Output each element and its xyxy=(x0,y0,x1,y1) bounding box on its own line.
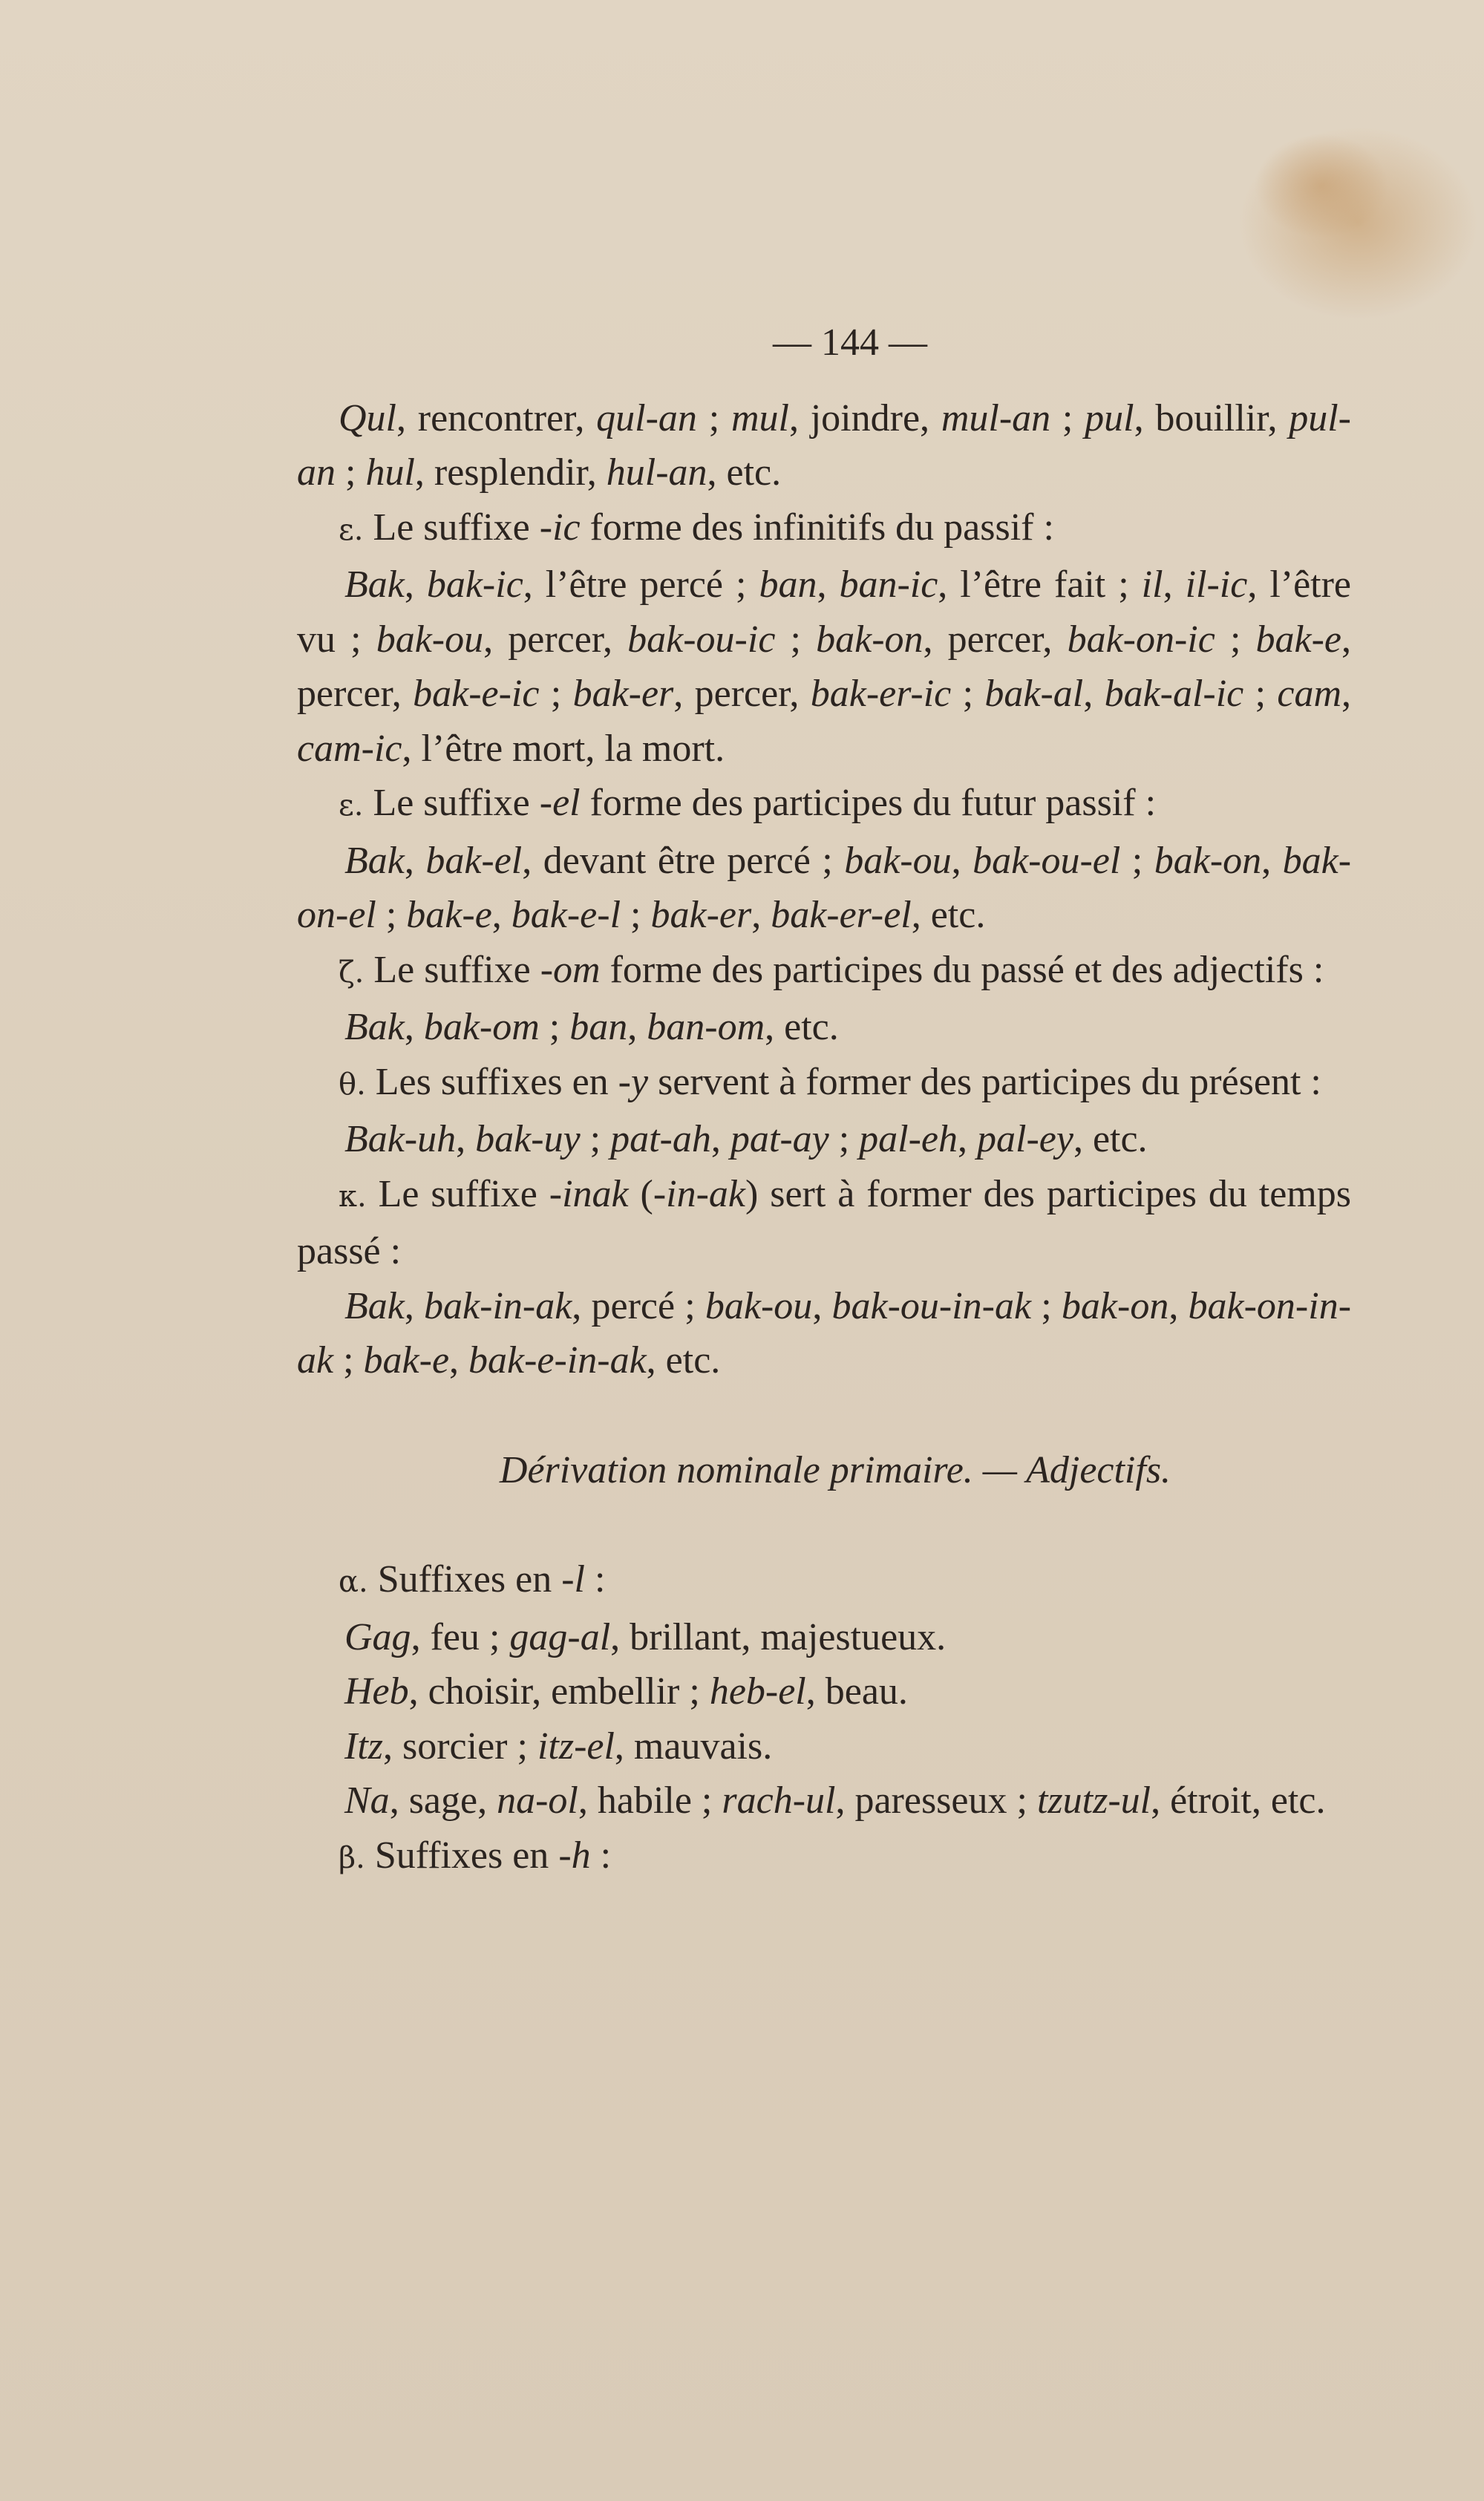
text: Suffixes en xyxy=(367,1558,562,1601)
text: , habile ; xyxy=(578,1779,722,1822)
text: , brillant, majestueux. xyxy=(610,1615,947,1658)
word-italic: itz-el xyxy=(537,1724,615,1768)
word-italic: bak-on-in-ak xyxy=(297,1284,1352,1382)
text: ; xyxy=(696,396,731,439)
text: du temps passé : xyxy=(297,1172,1351,1272)
text: , xyxy=(1134,396,1144,439)
text: Le suffixe xyxy=(366,1172,549,1215)
word-italic: Itz xyxy=(344,1724,383,1768)
greek-marker: ζ. xyxy=(339,955,365,990)
greek-marker: ε. xyxy=(339,512,364,547)
word-italic: ban xyxy=(759,563,817,606)
text: ; xyxy=(539,673,573,715)
word-italic: -h xyxy=(558,1834,591,1877)
text: , etc. xyxy=(707,451,782,494)
text: servent à former des participes du xyxy=(648,1060,1180,1103)
text: adjectifs : xyxy=(1172,948,1324,991)
word-italic: pal-ey xyxy=(977,1118,1073,1160)
word-italic: bak-ou xyxy=(376,618,484,661)
section-title: Dérivation nominale primaire. — Adjectifs. xyxy=(499,1448,1171,1491)
word-italic: bak-e-l xyxy=(511,894,621,936)
paragraph-suffix-ic xyxy=(297,500,1351,558)
text: présent : xyxy=(1189,1060,1321,1103)
word-italic: bak-uy xyxy=(475,1118,581,1160)
word-italic: bak-on xyxy=(1061,1284,1169,1327)
word-italic: bak-e-in-ak xyxy=(468,1339,647,1382)
word-italic: pat-ay xyxy=(730,1118,829,1160)
word-italic: bak-ou-ic xyxy=(627,618,776,661)
word-italic: bak-ic xyxy=(426,563,523,606)
text: , xyxy=(404,1006,424,1048)
text: : xyxy=(584,1558,606,1601)
text: ; xyxy=(621,894,651,936)
word-italic: bak-ou xyxy=(844,839,952,882)
word-italic: cam-ic xyxy=(297,727,402,770)
word-italic: qul-an xyxy=(596,396,697,439)
text: ; xyxy=(1243,673,1278,715)
text: , xyxy=(1083,673,1105,715)
text: Le suffixe xyxy=(363,782,540,824)
greek-marker: κ. xyxy=(339,1179,367,1214)
text: , xyxy=(627,1006,647,1048)
text: Suffixes en xyxy=(365,1834,559,1877)
text: , xyxy=(1151,1779,1161,1822)
paragraph-suffix-h xyxy=(297,1828,1351,1886)
text: , etc. xyxy=(911,894,986,936)
greek-marker: θ. xyxy=(339,1067,366,1102)
word-italic: ban xyxy=(569,1006,628,1048)
text: , l’être vu ; xyxy=(297,563,1352,661)
text: , l’être mort, la xyxy=(402,727,633,770)
page-number: — 144 — xyxy=(773,321,927,364)
text: ; xyxy=(951,673,985,715)
word-italic: bak-e xyxy=(363,1339,450,1382)
word-italic: bak-on xyxy=(1154,839,1262,882)
word-italic: bak-on xyxy=(816,618,924,661)
text: ; xyxy=(376,894,407,936)
text: , beau. xyxy=(805,1670,908,1713)
text: , xyxy=(817,563,840,606)
word-italic: pat-ah xyxy=(610,1118,711,1160)
text: , xyxy=(1163,563,1173,606)
word-italic: pal-eh xyxy=(859,1118,958,1160)
word-italic: Bak-uh xyxy=(344,1118,457,1160)
word-italic: Bak xyxy=(344,1284,405,1327)
text: , percer, xyxy=(297,618,1351,715)
word-italic: -in-ak xyxy=(653,1172,745,1215)
text: ; xyxy=(336,451,366,494)
word-italic: pul-an xyxy=(297,396,1351,494)
text: , xyxy=(951,839,973,882)
word-italic: -om xyxy=(540,948,601,991)
word-italic: bak-ou-el xyxy=(973,839,1121,882)
word-italic: bak-in-ak xyxy=(424,1284,572,1327)
word-italic: bak-er-el xyxy=(771,894,912,936)
word-italic: er-ic xyxy=(879,673,952,715)
text: , feu ; xyxy=(411,1615,510,1658)
word-italic: hul-an xyxy=(606,451,707,494)
example-na xyxy=(297,1773,1351,1828)
text: , xyxy=(751,894,771,936)
word-italic: mul xyxy=(730,396,789,439)
word-italic: -el xyxy=(539,782,581,824)
text: , xyxy=(812,1284,832,1327)
word-italic: heb-el xyxy=(709,1670,806,1713)
text: , l’être percé ; xyxy=(523,563,759,606)
greek-marker: α. xyxy=(339,1565,368,1599)
text: bouillir, xyxy=(1155,396,1289,439)
text: ; xyxy=(539,1006,570,1048)
text: , choisir, embellir ; xyxy=(408,1670,710,1713)
text: Les suffixes en xyxy=(365,1060,618,1103)
word-italic: ban-om xyxy=(647,1006,765,1048)
text: , xyxy=(449,1339,469,1382)
word-italic: -l xyxy=(561,1558,585,1601)
text: , mauvais. xyxy=(614,1724,773,1768)
word-italic: na-ol xyxy=(497,1779,578,1822)
text: ; xyxy=(1215,618,1256,661)
text: forme des participes du passé et des xyxy=(600,948,1163,991)
word-italic: bak-e-ic xyxy=(413,673,540,715)
text: , xyxy=(456,1118,476,1160)
examples-ic xyxy=(297,558,1351,776)
example-itz xyxy=(297,1719,1351,1774)
example-heb xyxy=(297,1664,1351,1719)
word-italic: bak-e xyxy=(406,894,492,936)
page-text xyxy=(297,316,1351,1886)
text: forme des infinitifs du passif : xyxy=(580,506,1054,549)
text: , xyxy=(404,839,426,882)
text: ; xyxy=(1031,1284,1062,1327)
greek-marker: β. xyxy=(339,1840,365,1875)
paragraph-suffix-y xyxy=(297,1055,1351,1113)
text: , xyxy=(710,1118,730,1160)
word-italic: Bak xyxy=(344,839,405,882)
text: , l’être fait ; xyxy=(938,563,1142,606)
text: , rencontrer, xyxy=(396,396,597,439)
word-italic: il xyxy=(1141,563,1163,606)
text: étroit, etc. xyxy=(1170,1779,1326,1822)
text: , xyxy=(1341,673,1351,715)
word-italic: Qul xyxy=(339,396,396,439)
word-italic: bak-ou xyxy=(705,1284,813,1327)
text: Le suffixe xyxy=(363,506,540,549)
word-italic: bak-er xyxy=(650,894,752,936)
text: forme des participes du futur passif : xyxy=(580,782,1157,824)
word-italic: -y xyxy=(618,1060,649,1103)
word-italic: ban-ic xyxy=(839,563,938,606)
word-italic: hul xyxy=(365,451,415,494)
word-italic: Na xyxy=(344,1779,390,1822)
text: , percé ; xyxy=(572,1284,705,1327)
word-italic: bak-om xyxy=(423,1006,540,1048)
paragraph-qul xyxy=(297,391,1351,500)
greek-marker: ε. xyxy=(339,788,364,823)
word-italic: -ic xyxy=(539,506,581,549)
text: , xyxy=(404,1284,425,1327)
paragraph-suffix-om xyxy=(297,943,1351,1001)
word-italic: bak-al-ic xyxy=(1104,673,1244,715)
word-italic: bak- xyxy=(810,673,880,715)
word-italic: bak-er xyxy=(572,673,674,715)
examples-om xyxy=(297,1000,1351,1055)
word-italic: bak-ou-in-ak xyxy=(831,1284,1032,1327)
text: mort. xyxy=(641,727,725,770)
text: , resplendir, xyxy=(414,451,607,494)
word-italic: gag-al xyxy=(509,1615,611,1658)
paragraph-suffix-l xyxy=(297,1552,1351,1610)
text: , etc. xyxy=(646,1339,721,1382)
word-italic: bak-el xyxy=(425,839,523,882)
examples-y xyxy=(297,1112,1351,1167)
text: , etc. xyxy=(1073,1118,1148,1160)
text: , xyxy=(404,563,427,606)
word-italic: bak-al xyxy=(984,673,1084,715)
text: , sage, xyxy=(389,1779,497,1822)
text: ; xyxy=(580,1118,611,1160)
word-italic: il-ic xyxy=(1185,563,1248,606)
word-italic: Gag xyxy=(344,1615,411,1658)
text: , xyxy=(1261,839,1283,882)
text: , joindre, xyxy=(788,396,941,439)
paragraph-suffix-el xyxy=(297,776,1351,834)
paragraph-suffix-inak xyxy=(297,1167,1351,1279)
text: , xyxy=(958,1118,978,1160)
examples-inak xyxy=(297,1279,1351,1388)
word-italic: rach-ul xyxy=(722,1779,836,1822)
text: , percer, xyxy=(673,673,811,715)
text: , paresseux ; xyxy=(835,1779,1037,1822)
word-italic: pul xyxy=(1085,396,1134,439)
text: : xyxy=(590,1834,612,1877)
text: , sorcier ; xyxy=(383,1724,537,1768)
word-italic: Heb xyxy=(344,1670,409,1713)
text: , xyxy=(491,894,511,936)
word-italic: Bak xyxy=(344,1006,405,1048)
word-italic: Bak xyxy=(344,563,405,606)
text: , xyxy=(1168,1284,1179,1327)
word-italic: -inak xyxy=(549,1172,629,1215)
word-italic: cam xyxy=(1277,673,1341,715)
text: ; xyxy=(1050,396,1085,439)
text: Le suffixe xyxy=(364,948,540,991)
word-italic: mul-an xyxy=(941,396,1051,439)
text: , percer, xyxy=(923,618,1053,661)
text: ; xyxy=(1120,839,1143,882)
text: , percer, xyxy=(483,618,628,661)
text: ( xyxy=(628,1172,653,1215)
text: , etc. xyxy=(765,1006,839,1048)
text: ; xyxy=(775,618,817,661)
text: , devant être percé ; xyxy=(522,839,845,882)
text: ; xyxy=(828,1118,860,1160)
word-italic: tzutz-ul xyxy=(1036,1779,1151,1822)
word-italic: bak-on-el xyxy=(297,839,1352,936)
examples-el xyxy=(297,834,1351,943)
word-italic: bak-e xyxy=(1255,618,1341,661)
word-italic: bak-on-ic xyxy=(1067,618,1215,661)
text: ; xyxy=(333,1339,364,1382)
example-gag xyxy=(297,1610,1351,1665)
text: ) sert à former des participes xyxy=(745,1172,1197,1215)
